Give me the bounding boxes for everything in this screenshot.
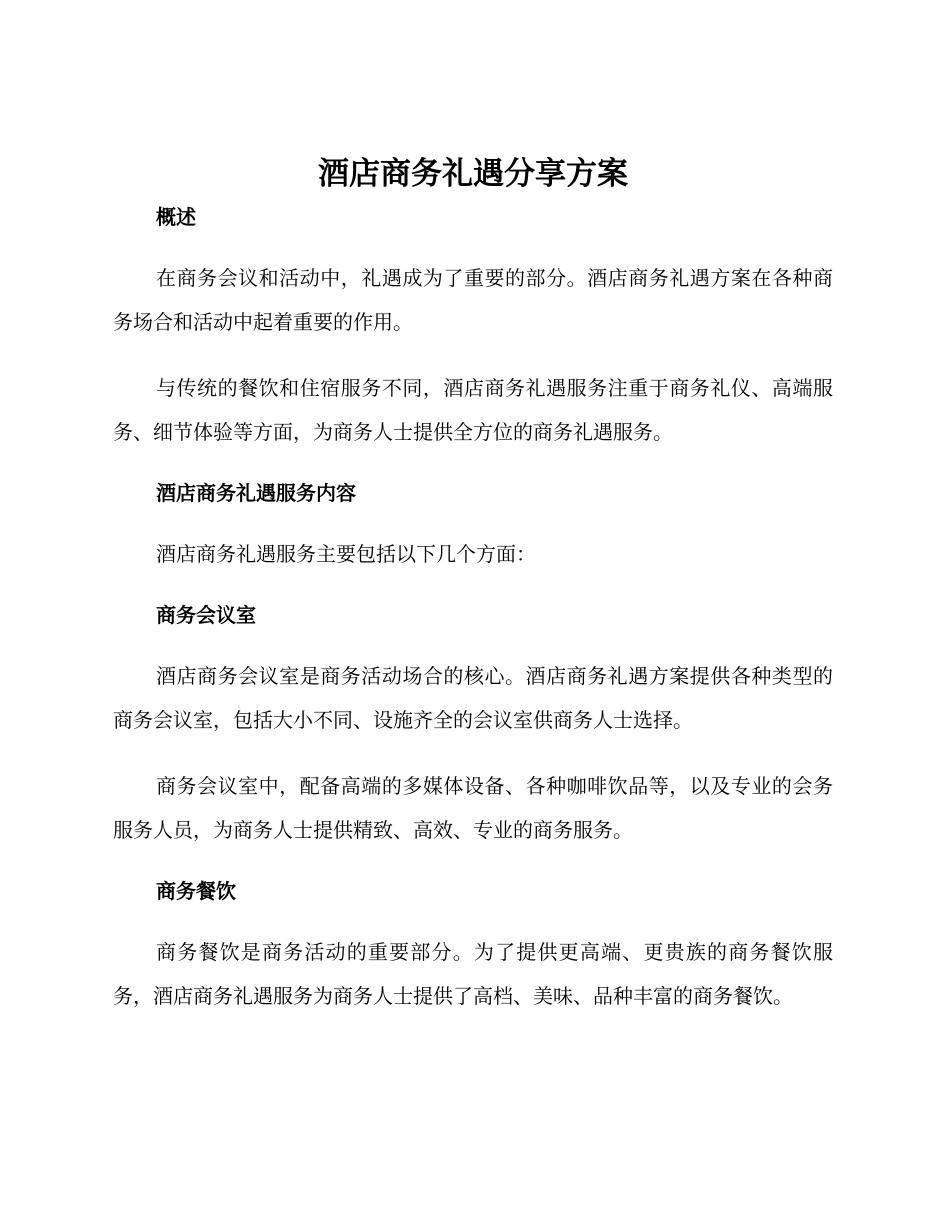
section-dining — [113, 874, 833, 1018]
paragraph: 酒店商务礼遇服务主要包括以下几个方面： — [156, 542, 536, 566]
section-heading: 商务餐饮 — [156, 879, 236, 903]
paragraph: 商务餐饮是商务活动的重要部分。为了提供更高端、更贵族的商务餐饮服务，酒店商务礼遇服务为商务人士提供了高档、美味、品种丰富的商务餐饮。 — [113, 940, 833, 1008]
section-meeting-room — [113, 598, 833, 852]
paragraph: 酒店商务会议室是商务活动场合的核心。酒店商务礼遇方案提供各种类型的商务会议室，包括大小不同、设施齐全的会议室供商务人士选择。 — [113, 664, 833, 732]
section-service-content — [113, 476, 833, 576]
section-overview — [113, 200, 833, 454]
paragraph: 与传统的餐饮和住宿服务不同，酒店商务礼遇服务注重于商务礼仪、高端服务、细节体验等方面，为商务人士提供全方位的商务礼遇服务。 — [113, 376, 833, 444]
section-heading: 酒店商务礼遇服务内容 — [156, 481, 356, 505]
paragraph: 在商务会议和活动中，礼遇成为了重要的部分。酒店商务礼遇方案在各种商务场合和活动中起着重要的作用。 — [113, 266, 833, 334]
section-heading: 概述 — [156, 205, 196, 229]
paragraph: 商务会议室中，配备高端的多媒体设备、各种咖啡饮品等，以及专业的会务服务人员，为商务人士提供精致、高效、专业的商务服务。 — [113, 774, 833, 842]
document-title: 酒店商务礼遇分享方案 — [318, 156, 628, 192]
document-body — [113, 148, 833, 1040]
section-heading: 商务会议室 — [156, 603, 256, 627]
